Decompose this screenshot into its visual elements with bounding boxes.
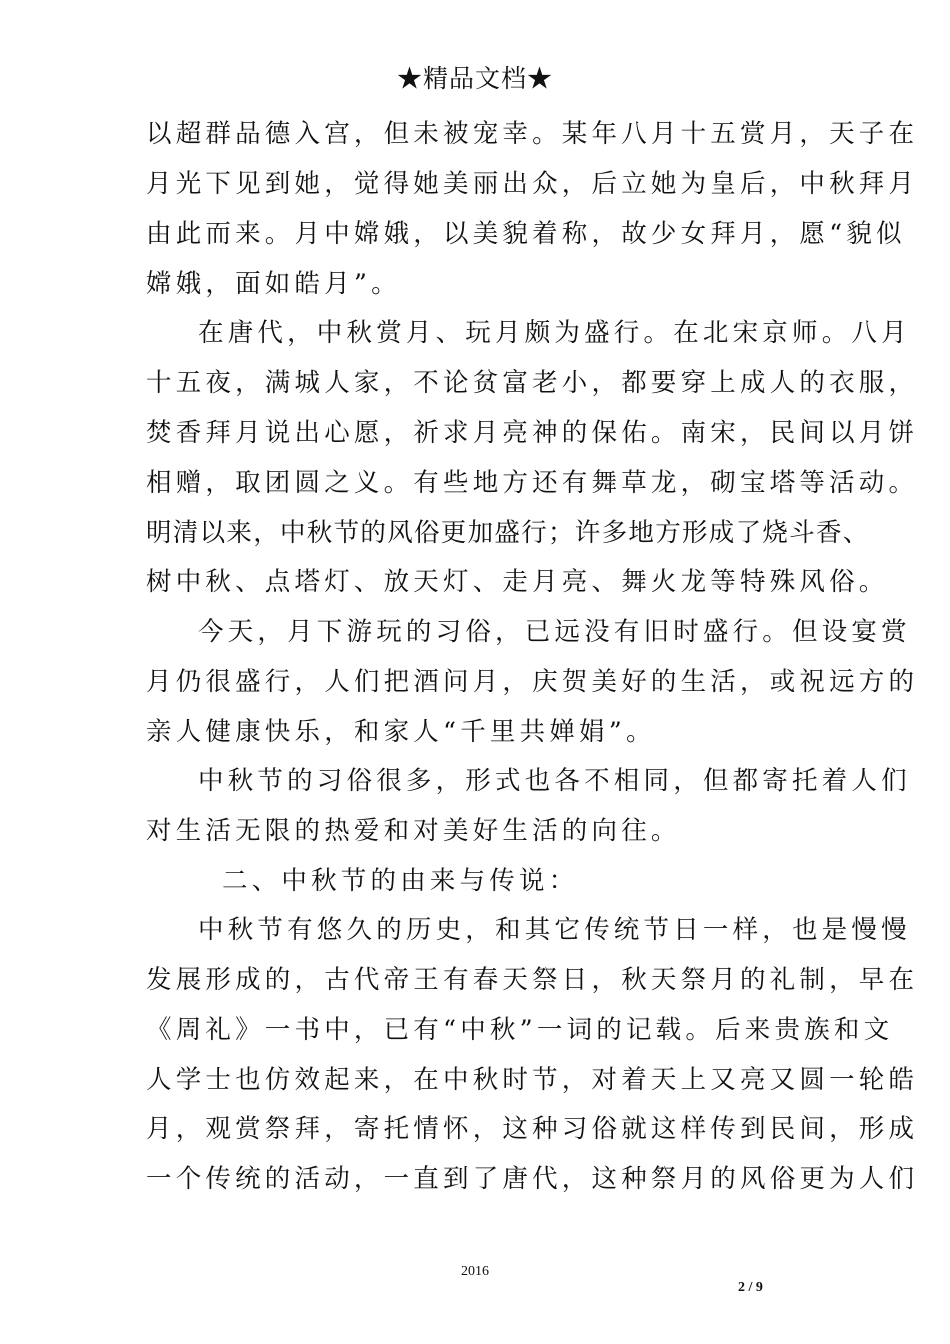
footer-year: 2016: [461, 1264, 489, 1279]
body-line: 月光下见到她，觉得她美丽出众，后立她为皇后，中秋拜月: [146, 169, 919, 199]
body-line: 焚香拜月说出心愿，祈求月亮神的保佑。南宋，民间以月饼: [146, 418, 919, 448]
page-number: 2 / 9: [738, 1280, 763, 1295]
body-line: 十五夜，满城人家，不论贫富老小，都要穿上成人的衣服，: [146, 368, 919, 398]
body-line: 人学士也仿效起来，在中秋时节，对着天上又亮又圆一轮皓: [146, 1065, 919, 1095]
body-line-paragraph-start: 今天，月下游玩的习俗，已远没有旧时盛行。但设宴赏: [198, 617, 911, 647]
body-line: 嫦娥，面如皓月”。: [146, 269, 401, 299]
body-line: 树中秋、点塔灯、放天灯、走月亮、舞火龙等特殊风俗。: [146, 567, 889, 597]
body-line: 一个传统的活动，一直到了唐代，这种祭月的风俗更为人们: [146, 1164, 919, 1194]
body-line: 以超群品德入宫，但未被宠幸。某年八月十五赏月，天子在: [146, 119, 919, 149]
body-line-paragraph-start: 在唐代，中秋赏月、玩月颇为盛行。在北宋京师。八月: [198, 318, 911, 348]
body-line: 明清以来，中秋节的风俗更加盛行；许多地方形成了烧斗香、: [146, 518, 870, 548]
body-line-paragraph-start: 中秋节的习俗很多，形式也各不相同，但都寄托着人们: [198, 766, 911, 796]
body-line: 对生活无限的热爱和对美好生活的向往。: [146, 816, 681, 846]
body-line: 相赠，取团圆之义。有些地方还有舞草龙，砌宝塔等活动。: [146, 468, 919, 498]
body-line: 亲人健康快乐，和家人“千里共婵娟”。: [146, 717, 656, 747]
body-line: 发展形成的，古代帝王有春天祭日，秋天祭月的礼制，早在: [146, 965, 919, 995]
body-line: 月，观赏祭拜，寄托情怀，这种习俗就这样传到民间，形成: [146, 1114, 919, 1144]
body-line-paragraph-start: 中秋节有悠久的历史，和其它传统节日一样，也是慢慢: [198, 915, 911, 945]
section-heading: 二、中秋节的由来与传说：: [222, 866, 579, 896]
body-line: 由此而来。月中嫦娥，以美貌着称，故少女拜月，愿“貌似: [146, 219, 906, 249]
body-line: 月仍很盛行，人们把酒问月，庆贺美好的生活，或祝远方的: [146, 667, 919, 697]
body-line: 《周礼》一书中，已有“中秋”一词的记载。后来贵族和文: [146, 1015, 894, 1045]
page-header-title: ★精品文档★: [396, 64, 553, 93]
